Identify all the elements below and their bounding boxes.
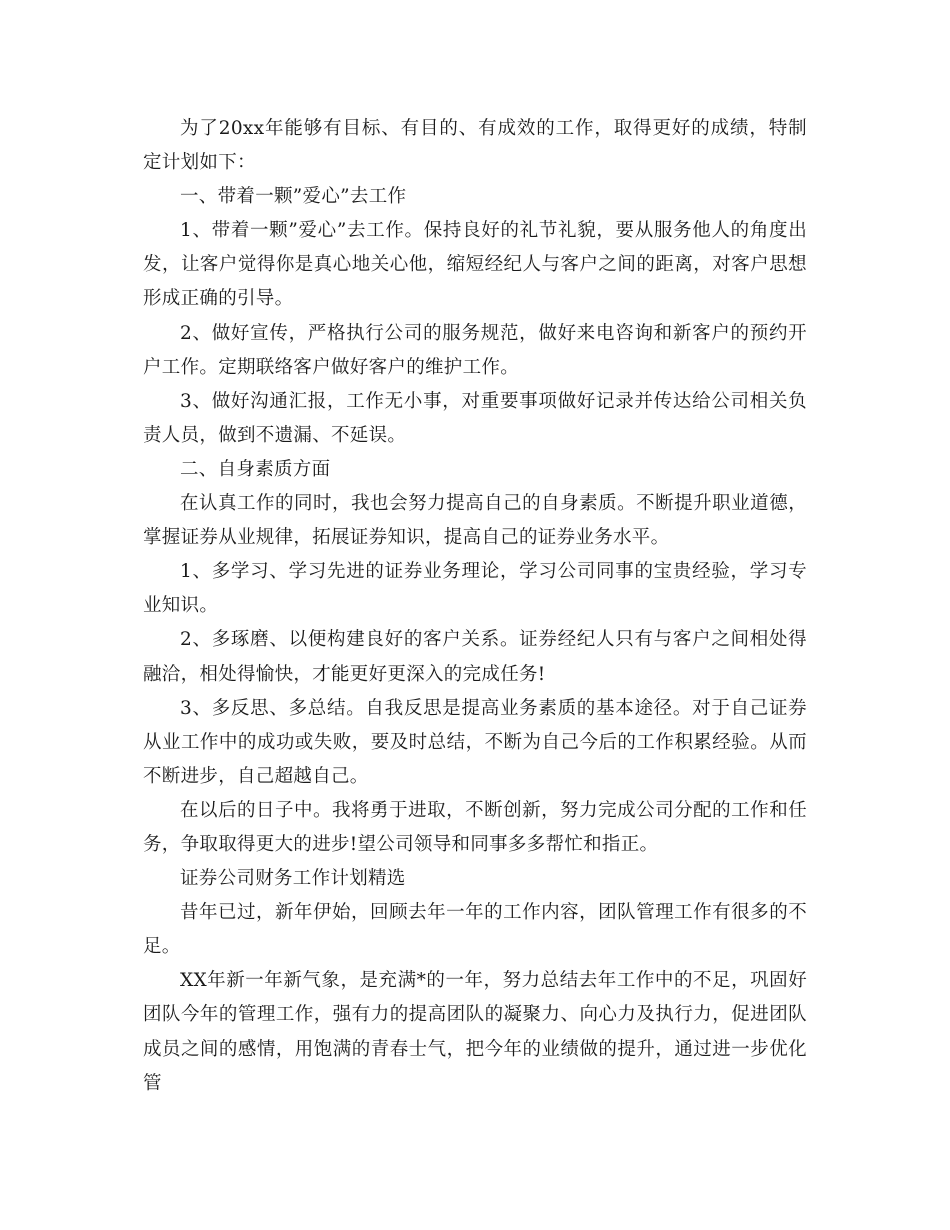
- finance-paragraph-1: 昔年已过，新年伊始，回顾去年一年的工作内容，团队管理工作有很多的不足。: [143, 902, 807, 958]
- paragraph-item-3: 3、做好沟通汇报，工作无小事，对重要事项做好记录并传达给公司相关负责人员，做到不遗漏、不延误。: [143, 390, 807, 446]
- subtitle-finance-plan: 证券公司财务工作计划精选: [180, 868, 406, 890]
- intro-paragraph: 为了20xx年能够有目标、有目的、有成效的工作，取得更好的成绩，特制定计划如下：: [143, 118, 807, 174]
- quality-item-1: 1、多学习、学习先进的证券业务理论，学习公司同事的宝贵经验，学习专业知识。: [143, 561, 807, 617]
- section-heading-quality: 二、自身素质方面: [180, 458, 331, 480]
- paragraph-item-2: 2、做好宣传，严格执行公司的服务规范，做好来电咨询和新客户的预约开户工作。定期联络客户做好客户的维护工作。: [143, 322, 807, 378]
- quality-item-3: 3、多反思、多总结。自我反思是提高业务素质的基本途径。对于自己证券从业工作中的成功或失败，要及时总结，不断为自己今后的工作积累经验。从而不断进步，自己超越自己。: [143, 697, 807, 787]
- quality-intro-paragraph: 在认真工作的同时，我也会努力提高自己的自身素质。不断提升职业道德，掌握证券从业规律，拓展证券知识，提高自己的证券业务水平。: [143, 493, 807, 549]
- paragraph-item-1: 1、带着一颗”爱心”去工作。保持良好的礼节礼貌，要从服务他人的角度出发，让客户觉得你是真心地关心他，缩短经纪人与客户之间的距离，对客户思想形成正确的引导。: [143, 220, 807, 310]
- document-body: [143, 112, 807, 1101]
- finance-paragraph-2: XX年新一年新气象，是充满*的一年，努力总结去年工作中的不足，巩固好团队今年的管理工作，强有力的提高团队的凝聚力、向心力及执行力，促进团队成员之间的感情，用饱满的青春士气，把今年的业绩做的提升，通过进一步优化管: [143, 970, 807, 1094]
- quality-item-2: 2、多琢磨、以便构建良好的客户关系。证券经纪人只有与客户之间相处得融洽，相处得愉快，才能更好更深入的完成任务!: [143, 629, 807, 685]
- closing-paragraph: 在以后的日子中。我将勇于进取，不断创新，努力完成公司分配的工作和任务，争取取得更大的进步!望公司领导和同事多多帮忙和指正。: [143, 799, 807, 855]
- section-heading-love: 一、带着一颗”爱心”去工作: [180, 186, 407, 208]
